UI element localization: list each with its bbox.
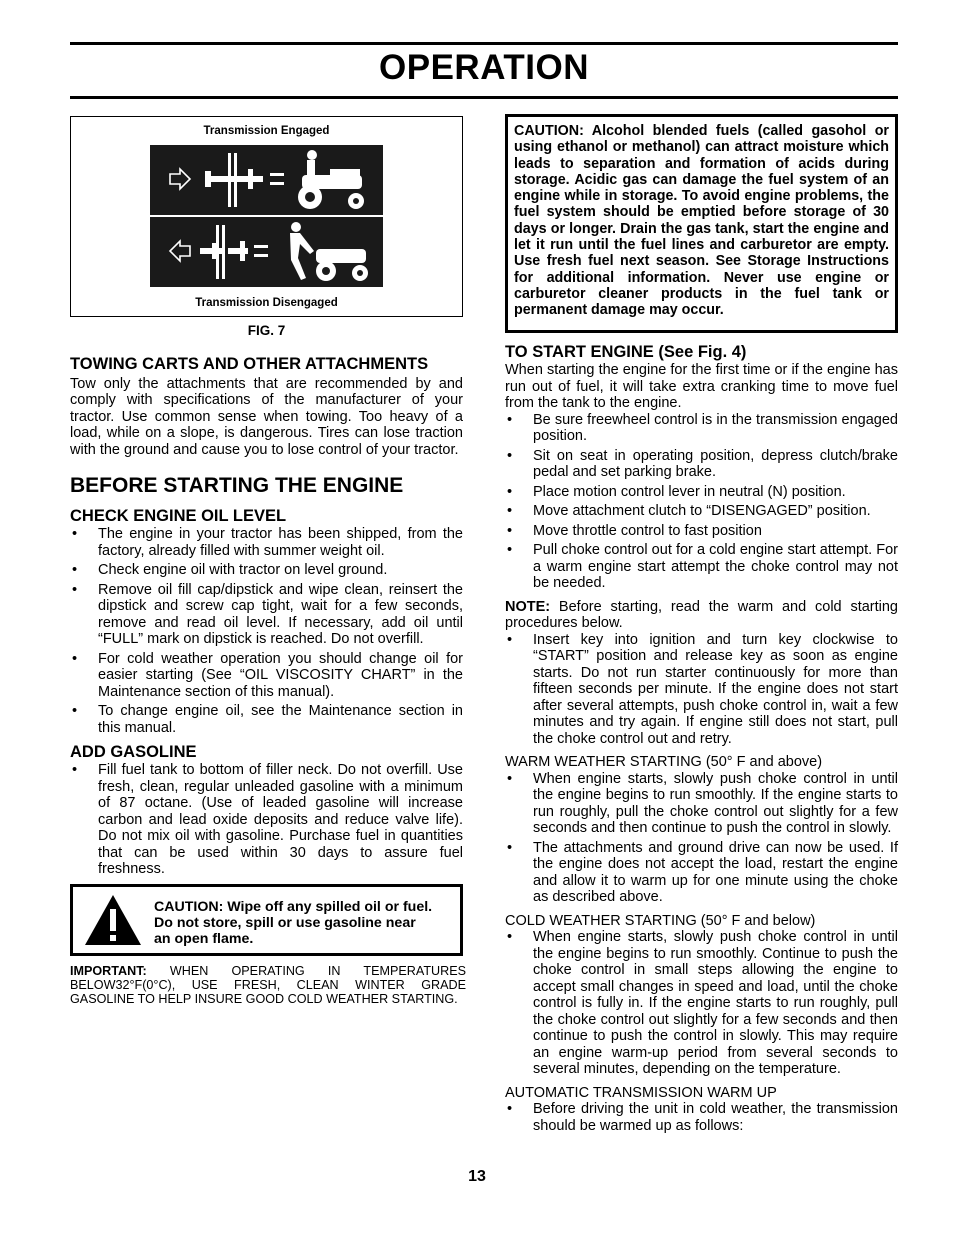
- auto-transmission-list: [505, 1101, 898, 1134]
- list-item: • When engine starts, slowly push choke control in until the engine begins to run smoothly. If the engine starts to run roughly, pull the choke control out slightly for a few seconds and then continue to push the control in slowly.: [505, 771, 898, 837]
- list-item: • The attachments and ground drive can now be used. If the engine does not accept the load, restart the engine and allow it to warm up for one minute using the choke as described above.: [505, 840, 898, 906]
- left-column: [70, 116, 466, 1006]
- check-oil-heading: CHECK ENGINE OIL LEVEL: [70, 507, 287, 525]
- add-gasoline-heading: ADD GASOLINE: [70, 743, 197, 761]
- important-text: WHEN OPERATING IN TEMPERATURES BELOW32°F(0°C), USE FRESH, CLEAN WINTER GRADE GASOLINE TO HELP INSURE GOOD COLD WEATHER STARTING.: [70, 963, 466, 1006]
- before-starting-heading: BEFORE STARTING THE ENGINE: [70, 474, 404, 497]
- auto-transmission-heading: AUTOMATIC TRANSMISSION WARM UP: [505, 1084, 777, 1101]
- important-note: [70, 964, 466, 1006]
- list-item: • Fill fuel tank to bottom of filler neck. Do not overfill. Use fresh, clean, regular unleaded gasoline with a minimum of 87 octane. (Use of leaded gasoline will increase carbon and lead oxide deposits and reduce valve life). Do not mix oil with gasoline. Purchase fuel in quantities that can be used within 30 days to assure fuel freshness.: [70, 762, 463, 878]
- arrow-right-icon: [170, 169, 190, 189]
- list-item: • Check engine oil with tractor on level ground.: [70, 562, 463, 579]
- list-item: • Pull choke control out for a cold engine start attempt. For a warm engine start attempt the choke control may not be needed.: [505, 542, 898, 592]
- list-item: • Before driving the unit in cold weather, the transmission should be warmed up as follows:: [505, 1101, 898, 1134]
- cold-weather-list: [505, 929, 898, 1078]
- cold-weather-heading: COLD WEATHER STARTING (50° F and below): [505, 912, 816, 929]
- list-item: • Sit on seat in operating position, depress clutch/brake pedal and set parking brake.: [505, 448, 898, 481]
- warning-icon: [83, 893, 143, 947]
- note-list: [505, 632, 898, 748]
- start-engine-heading: TO START ENGINE (See Fig. 4): [505, 343, 747, 361]
- list-item: • To change engine oil, see the Maintenance section in this manual.: [70, 703, 463, 736]
- list-item: • When engine starts, slowly push choke control in until the engine begins to run smoothly. Continue to push the choke control in small steps allowing the engine to accept small changes in speed and load, until the choke control is fully in. If the engine starts to run roughly, pull the choke control out slightly for a few seconds and then continue to push the control in slowly. This may require an engine warm-up period from several seconds to several minutes, depending on the temperature.: [505, 929, 898, 1078]
- warm-weather-list: [505, 771, 898, 906]
- list-item: • For cold weather operation you should change oil for easier starting (See “OIL VISCOSITY CHART” in the Maintenance section of this manual).: [70, 651, 463, 701]
- warm-weather-heading: WARM WEATHER STARTING (50° F and above): [505, 754, 823, 770]
- list-item: • The engine in your tractor has been shipped, from the factory, already filled with summer weight oil.: [70, 526, 463, 559]
- towing-body: Tow only the attachments that are recommended by and comply with specifications of the manufacturer of your tractor. Use common sense when towing. Too heavy of a load, while on a slope, is dangerous. Tires can lose traction with the ground and cause you to lose control of your tractor.: [70, 375, 463, 458]
- page-number: 13: [468, 1168, 486, 1185]
- list-item: • Move throttle control to fast position: [505, 523, 898, 540]
- important-label: IMPORTANT:: [70, 963, 147, 978]
- check-oil-list: [70, 526, 463, 736]
- figure-caption-disengaged: Transmission Disengaged: [195, 297, 338, 309]
- arrow-left-icon: [170, 241, 190, 261]
- caution-box-alcohol: [505, 114, 898, 333]
- note-label: NOTE:: [505, 598, 551, 615]
- header-rule-top: [70, 42, 898, 45]
- list-item: • Be sure freewheel control is in the transmission engaged position.: [505, 412, 898, 445]
- page-title: OPERATION: [379, 48, 589, 87]
- figure-caption-engaged: Transmission Engaged: [203, 125, 330, 137]
- caution-spill-text: CAUTION: Wipe off any spilled oil or fuel. Do not store, spill or use gasoline near an open flame.: [154, 898, 433, 947]
- right-column: [505, 114, 898, 1137]
- caution-alcohol-text: CAUTION: Alcohol blended fuels (called gasohol or using ethanol or methanol) can attract moisture which leads to separation and formation of acids during storage. Acidic gas can damage the fuel system of an engine while in storage. To avoid engine problems, the fuel system should be emptied before storage of 30 days or longer. Drain the gas tank, start the engine and let it run until the fuel lines and carburetor are empty. Use fresh fuel next season. See Storage Instructions for additional information. Never use engine or carburetor cleaner products in the fuel tank or permanent damage may occur.: [514, 123, 889, 319]
- note-text: Before starting, read the warm and cold starting procedures below.: [505, 598, 898, 631]
- transmission-engaged-panel: [150, 145, 383, 215]
- start-engine-intro: When starting the engine for the first time or if the engine has run out of fuel, it will take extra cranking time to move fuel from the tank to the engine.: [505, 362, 898, 411]
- caution-box-spill: [70, 884, 463, 956]
- note-paragraph: [505, 599, 898, 632]
- list-item: • Place motion control lever in neutral (N) position.: [505, 484, 898, 501]
- towing-heading: TOWING CARTS AND OTHER ATTACHMENTS: [70, 354, 429, 373]
- list-item: • Remove oil fill cap/dipstick and wipe clean, reinsert the dipstick and screw cap tight, wait for a few seconds, remove and read oil level. If necessary, add oil until “FULL” mark on dipstick is reached. Do not overfill.: [70, 582, 463, 648]
- transmission-disengaged-panel: [150, 217, 383, 287]
- figure-7: [70, 116, 463, 317]
- header-rule-bottom: [70, 96, 898, 99]
- list-item: • Insert key into ignition and turn key clockwise to “START” position and release key as soon as engine starts. Do not run starter continuously for more than fifteen seconds per minute. If the engine does not start after several attempts, push choke control in, wait a few minutes and try again. If engine still does not start, pull the choke control out and retry.: [505, 632, 898, 748]
- list-item: • Move attachment clutch to “DISENGAGED” position.: [505, 503, 898, 520]
- figure-label: FIG. 7: [247, 323, 286, 338]
- add-gasoline-list: [70, 762, 463, 878]
- start-engine-list: [505, 412, 898, 592]
